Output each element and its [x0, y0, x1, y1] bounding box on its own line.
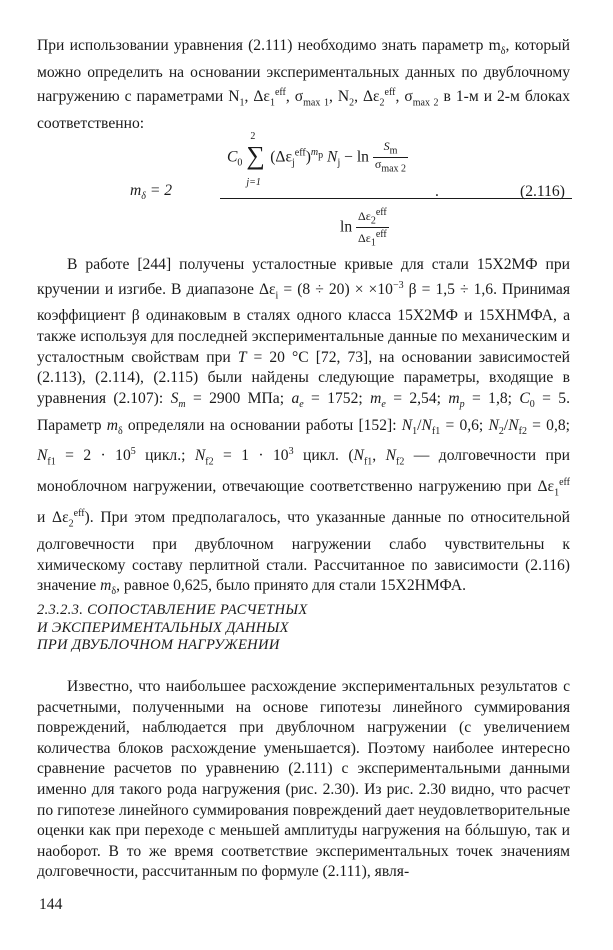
heading-line-3: ПРИ ДВУБЛОЧНОМ НАГРУЖЕНИИ	[37, 637, 280, 654]
page-number: 144	[39, 896, 63, 913]
formula-2-116	[130, 130, 570, 250]
formula-period: .	[435, 183, 439, 200]
paragraph-comparison: Известно, что наибольшее расхождение экспериментальных результатов с расчетными, полученными на основе гипотезы линейного суммирования повреждений, наблюдается при двублочном нагружении (с увеличением количества блоков расхождение уменьшается). Поэтому наиболее интересно сравнение расчетов по уравнению (2.111) с экспериментальными данными именно для такого рода нагружения (рис. 2.30). Из рис. 2.30 видно, что расчет по гипотезе линейного суммирования повреждений дает неудовлетворительные оценки как при переходе с меньшей амплитуды нагружения на бóльшую, так и наоборот. В то же время соответствие экспериментальных точек значениям долговечности, рассчитанным по формуле (2.111), явля-	[37, 678, 570, 881]
formula-denominator: ln $\frac{\Delta\varepsilon_2^{eff}}{\Delta\varepsilon_1^{eff}}$	[340, 207, 387, 249]
section-heading	[37, 602, 570, 655]
fraction-strain-ratio: $\frac{\Delta\varepsilon_2^{eff}}{\Delta\varepsilon_1^{eff}}$	[358, 207, 387, 249]
sum-symbol: ∑ 2 j=1	[246, 130, 265, 188]
paragraph-intro: При использовании уравнения (2.111) необходимо знать параметр $m_\delta$, который можно определить на основании экспериментальных данных по двублочному нагружению с параметрами $N_1$, $\Delta\varepsilon_1^{eff}$, $\sigma_{max 1}$, $N_2$, $\Delta\varepsilon_2^{eff}$, $\sigma_{max 2}$ в 1-м и 2-м блоках соответственно:	[37, 37, 571, 133]
fraction-sm-sigma: $\frac{S_m}{\sigma_{max 2}}$	[374, 139, 407, 175]
heading-line-2: И ЭКСПЕРИМЕНТАЛЬНЫХ ДАННЫХ	[37, 619, 289, 636]
heading-line-1: 2.3.2.3. СОПОСТАВЛЕНИЕ РАСЧЕТНЫХ	[37, 602, 308, 618]
equation-number: (2.116)	[520, 183, 565, 200]
formula-numerator: $C_0$ ∑ 2 j=1 $(\Delta\varepsilon_j^{eff})^{m_p}$ $N_j - \ln$ $\frac{S_m}{\sigma_{max 2}}$	[227, 130, 407, 188]
formula-lhs: $m_\delta = 2$	[130, 182, 173, 203]
paragraph-material-data: В работе [244] получены усталостные кривые для стали 15Х2МФ при кручении и изгибе. В диапазоне $\Delta\varepsilon_i = (8 \div 20) \times \times 10^{-3}$ β = 1,5 ÷ 1,6. Принимая коэффициент β одинаковым в сталях одного класса 15Х2МФ и 15ХНМФА, а также используя для последней экспериментальные данные по механическим и усталостным свойствам при T = 20 °С [72, 73], на основании зависимостей (2.113), (2.114), (2.115) были найдены следующие параметры, входящие в уравнения (2.107): $S_m = 2900$ МПа; $a_e = 1752$; $m_e = 2,54$; $m_p = 1,8$; $C_0 = 5$. Параметр $m_\delta$ определяли на основании работы [152]: $N_1/N_{f1} = 0,6$; $N_2/N_{f2} = 0,8$; $N_{f1} = 2 \cdot 10^5$ цикл.; $N_{f2} = 1 \cdot 10^3$ цикл. ($N_{f1}$, $N_{f2}$ — долговечности при моноблочном нагружении, отвечающие соответственно нагружению при $\Delta\varepsilon_1^{eff}$ и $\Delta\varepsilon_2^{eff}$). При этом предполагалось, что указанные данные по относительной долговечности при двублочном нагружении слабо чувствительны к химическому составу перлитной стали. Рассчитанное по зависимости (2.116) значение $m_\delta$, равное 0,625, было принято для стали 15Х2НМФА.	[37, 256, 571, 598]
